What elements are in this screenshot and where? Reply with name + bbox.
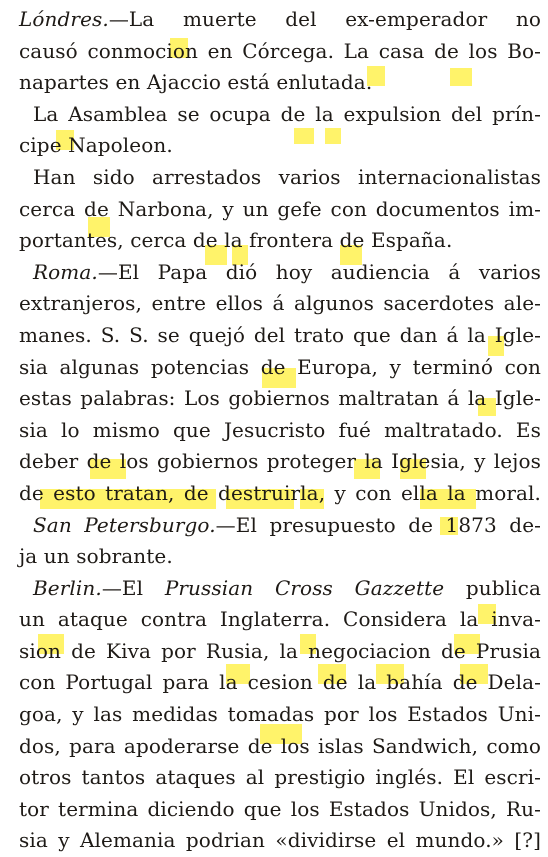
article-line: de esto tratan, de destruirla, y con ella la moral. bbox=[19, 480, 541, 505]
article-line: causó conmocion en Córcega. La casa de los Bo- bbox=[19, 38, 541, 63]
article-line: un ataque contra Inglaterra. Considera la inva- bbox=[19, 607, 541, 632]
article-line: cipe Napoleon. bbox=[19, 133, 173, 158]
article-line: San Petersburgo.—El presupuesto de 1873 de- bbox=[33, 512, 541, 537]
article-line: sia algunas potencias de Europa, y terminó con bbox=[19, 354, 541, 379]
article-line: sion de Kiva por Rusia, la negociacion de Prusia bbox=[19, 638, 541, 663]
article-line: ja un sobrante. bbox=[19, 544, 173, 569]
article-line: Berlin.—El Prussian Cross Gazzette publica bbox=[33, 575, 541, 600]
article-line: extranjeros, entre ellos á algunos sacerdotes ale- bbox=[19, 291, 541, 316]
dateline-berlin: Berlin. bbox=[33, 575, 102, 600]
article-line: Roma.—El Papa dió hoy audiencia á varios bbox=[33, 259, 541, 284]
article-line: sia y Alemania podrian «dividirse el mundo.» [?] bbox=[19, 828, 541, 853]
article-line: napartes en Ajaccio está enlutada. bbox=[19, 70, 373, 95]
article-line: sia lo mismo que Jesucristo fué maltratado. Es bbox=[19, 417, 541, 442]
article-column bbox=[19, 4, 541, 857]
article-line: estas palabras: Los gobiernos maltratan á la Igle- bbox=[19, 386, 541, 411]
article-line: La Asamblea se ocupa de la expulsion del prín- bbox=[33, 101, 541, 126]
article-line: portantes, cerca de la frontera de España. bbox=[19, 228, 453, 253]
article-line: con Portugal para la cesion de la bahía de Dela- bbox=[19, 670, 541, 695]
dateline-londres: Lóndres. bbox=[19, 7, 109, 31]
article-line: deber de los gobiernos proteger la Iglesia, y lejos bbox=[19, 449, 541, 474]
article-line: dos, para apoderarse de los islas Sandwich, como bbox=[19, 733, 541, 758]
article-line: Lóndres.—La muerte del ex-emperador no bbox=[19, 7, 541, 31]
article-line: goa, y las medidas tomadas por los Estados Uni- bbox=[19, 702, 541, 727]
article-line: Han sido arrestados varios internacionalistas bbox=[33, 164, 541, 189]
article-line: manes. S. S. se quejó del trato que dan á la Igle- bbox=[19, 322, 541, 347]
dateline-roma: Roma. bbox=[33, 259, 98, 284]
dateline-san-petersburgo: San Petersburgo. bbox=[33, 512, 216, 537]
article-line: tor termina diciendo que los Estados Unidos, Ru- bbox=[19, 796, 541, 821]
article-line: otros tantos ataques al prestigio inglés. El escri- bbox=[19, 765, 541, 790]
article-line: cerca de Narbona, y un gefe con documentos im- bbox=[19, 196, 541, 221]
newspaper-title: Prussian Cross Gazzette bbox=[164, 575, 445, 600]
